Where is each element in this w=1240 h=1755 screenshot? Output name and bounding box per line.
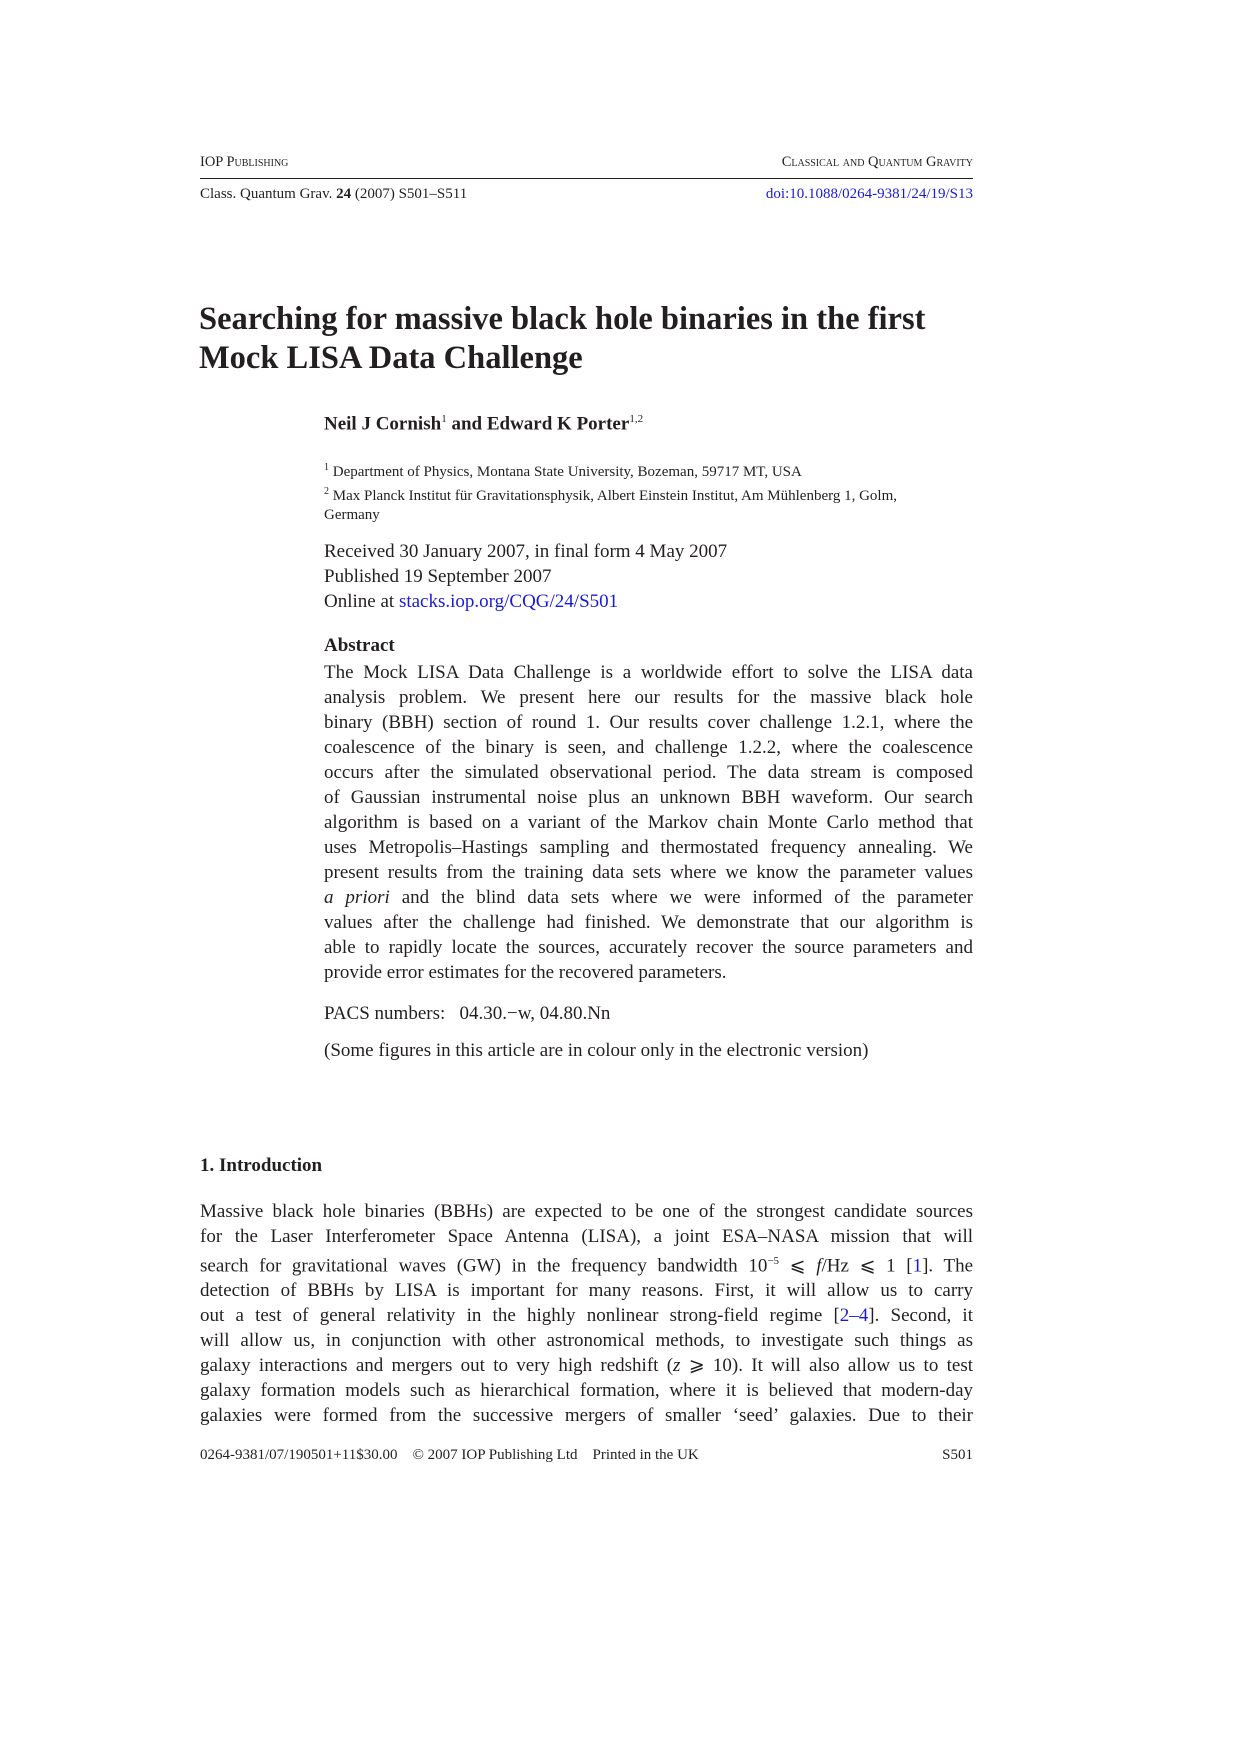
ref-link[interactable]: 2 bbox=[839, 1305, 850, 1327]
intro-line: will allow us, in conjunction with other astronomical methods, to investigate such things as bbox=[200, 1330, 973, 1352]
publisher-name: IOP Publishing bbox=[200, 154, 289, 170]
title-line-1: Searching for massive black hole binaries in the first bbox=[199, 301, 926, 337]
intro-line: galaxy interactions and mergers out to very high redshift (z ⩾ 10). It will also allow us to test bbox=[200, 1355, 973, 1377]
online-link[interactable]: stacks.iop.org/CQG/24/S501 bbox=[398, 591, 619, 612]
affiliation-2: $^2$ Max Planck Institut für Gravitationsphysik, Albert Einstein Institut, Am Mühlenberg 1, Golm, bbox=[324, 486, 898, 504]
online-at: Online at stacks.iop.org/CQG/24/S501 bbox=[324, 591, 619, 612]
colour-note: (Some figures in this article are in colour only in the electronic version) bbox=[324, 1040, 869, 1061]
affiliation-1: $^1$ Department of Physics, Montana State University, Bozeman, 59717 MT, USA bbox=[324, 462, 802, 480]
intro-line: detection of BBHs by LISA is important for many reasons. First, it will allow us to carry bbox=[200, 1280, 973, 1302]
abstract-line: uses Metropolis–Hastings sampling and thermostated frequency annealing. We bbox=[324, 837, 973, 858]
abstract-line: analysis problem. We present here our results for the massive black hole bbox=[324, 687, 973, 708]
abstract-line: coalescence of the binary is seen, and challenge 1.2.2, where the coalescence bbox=[324, 737, 973, 758]
abstract-line: binary (BBH) section of round 1. Our results cover challenge 1.2.1, where the bbox=[324, 712, 973, 733]
header-rule bbox=[200, 178, 973, 179]
affiliation-2-cont: Germany bbox=[324, 507, 380, 523]
intro-line: out a test of general relativity in the highly nonlinear strong-field regime [2–4]. Second, it bbox=[200, 1305, 973, 1327]
intro-line: search for gravitational waves (GW) in the frequency bandwidth $10^{-5}$ ⩽ f/Hz ⩽ 1 [1]. The bbox=[200, 1255, 973, 1277]
ref-link[interactable]: 4 bbox=[858, 1305, 869, 1327]
abstract-line: of Gaussian instrumental noise plus an unknown BBH waveform. Our search bbox=[324, 787, 973, 808]
intro-line: for the Laser Interferometer Space Antenna (LISA), a joint ESA–NASA mission that will bbox=[200, 1226, 973, 1247]
authors: Neil J Cornish$^1$ and Edward K Porter$^{1,2}$ bbox=[324, 413, 644, 435]
ref-link[interactable]: 1 bbox=[912, 1255, 923, 1277]
volume: 24 bbox=[336, 186, 352, 202]
section-heading-introduction: 1. Introduction bbox=[200, 1155, 323, 1176]
abstract-line: able to rapidly locate the sources, accurately recover the source parameters and bbox=[324, 937, 973, 958]
abstract-line: values after the challenge had finished. We demonstrate that our algorithm is bbox=[324, 912, 973, 933]
intro-line: galaxies were formed from the successive mergers of smaller ‘seed’ galaxies. Due to their bbox=[200, 1405, 973, 1427]
title-line-2: Mock LISA Data Challenge bbox=[199, 340, 583, 376]
affiliations bbox=[324, 458, 974, 525]
introduction-body bbox=[200, 1199, 973, 1428]
paper-title bbox=[199, 300, 979, 378]
abstract-line: a priori and the blind data sets where we were informed of the parameter bbox=[324, 887, 973, 908]
abstract-heading: Abstract bbox=[324, 635, 395, 656]
page-number: S501 bbox=[942, 1447, 973, 1463]
author-2: Edward K Porter bbox=[486, 413, 630, 435]
journal-name: Classical and Quantum Gravity bbox=[781, 154, 973, 170]
intro-line: galaxy formation models such as hierarchical formation, where it is believed that modern-day bbox=[200, 1380, 973, 1402]
abstract-line: The Mock LISA Data Challenge is a worldwide effort to solve the LISA data bbox=[324, 662, 973, 683]
abstract-body bbox=[324, 660, 973, 985]
abstract-line: present results from the training data sets where we know the parameter values bbox=[324, 862, 973, 883]
doi-link[interactable]: doi:10.1088/0264-9381/24/19/S13 bbox=[765, 186, 973, 202]
abstract-line: provide error estimates for the recovered parameters. bbox=[324, 962, 727, 983]
author-2-affil: 1,2 bbox=[629, 413, 644, 425]
abstract-line: algorithm is based on a variant of the Markov chain Monte Carlo method that bbox=[324, 812, 973, 833]
footer-copyright: 0264-9381/07/190501+11$30.00 © 2007 IOP Publishing Ltd Printed in the UK bbox=[200, 1447, 699, 1463]
abstract-line: occurs after the simulated observational period. The data stream is composed bbox=[324, 762, 973, 783]
published-date: Published 19 September 2007 bbox=[324, 566, 552, 587]
citation: Class. Quantum Grav. 24 (2007) S501–S511 bbox=[200, 186, 468, 202]
author-1: Neil J Cornish bbox=[324, 413, 442, 435]
pacs-numbers: PACS numbers: 04.30.−w, 04.80.Nn bbox=[324, 1003, 611, 1024]
article-dates bbox=[324, 539, 727, 614]
intro-line: Massive black hole binaries (BBHs) are expected to be one of the strongest candidate sources bbox=[200, 1201, 973, 1222]
received-date: Received 30 January 2007, in final form 4 May 2007 bbox=[324, 541, 728, 562]
author-1-affil: 1 bbox=[441, 413, 447, 425]
